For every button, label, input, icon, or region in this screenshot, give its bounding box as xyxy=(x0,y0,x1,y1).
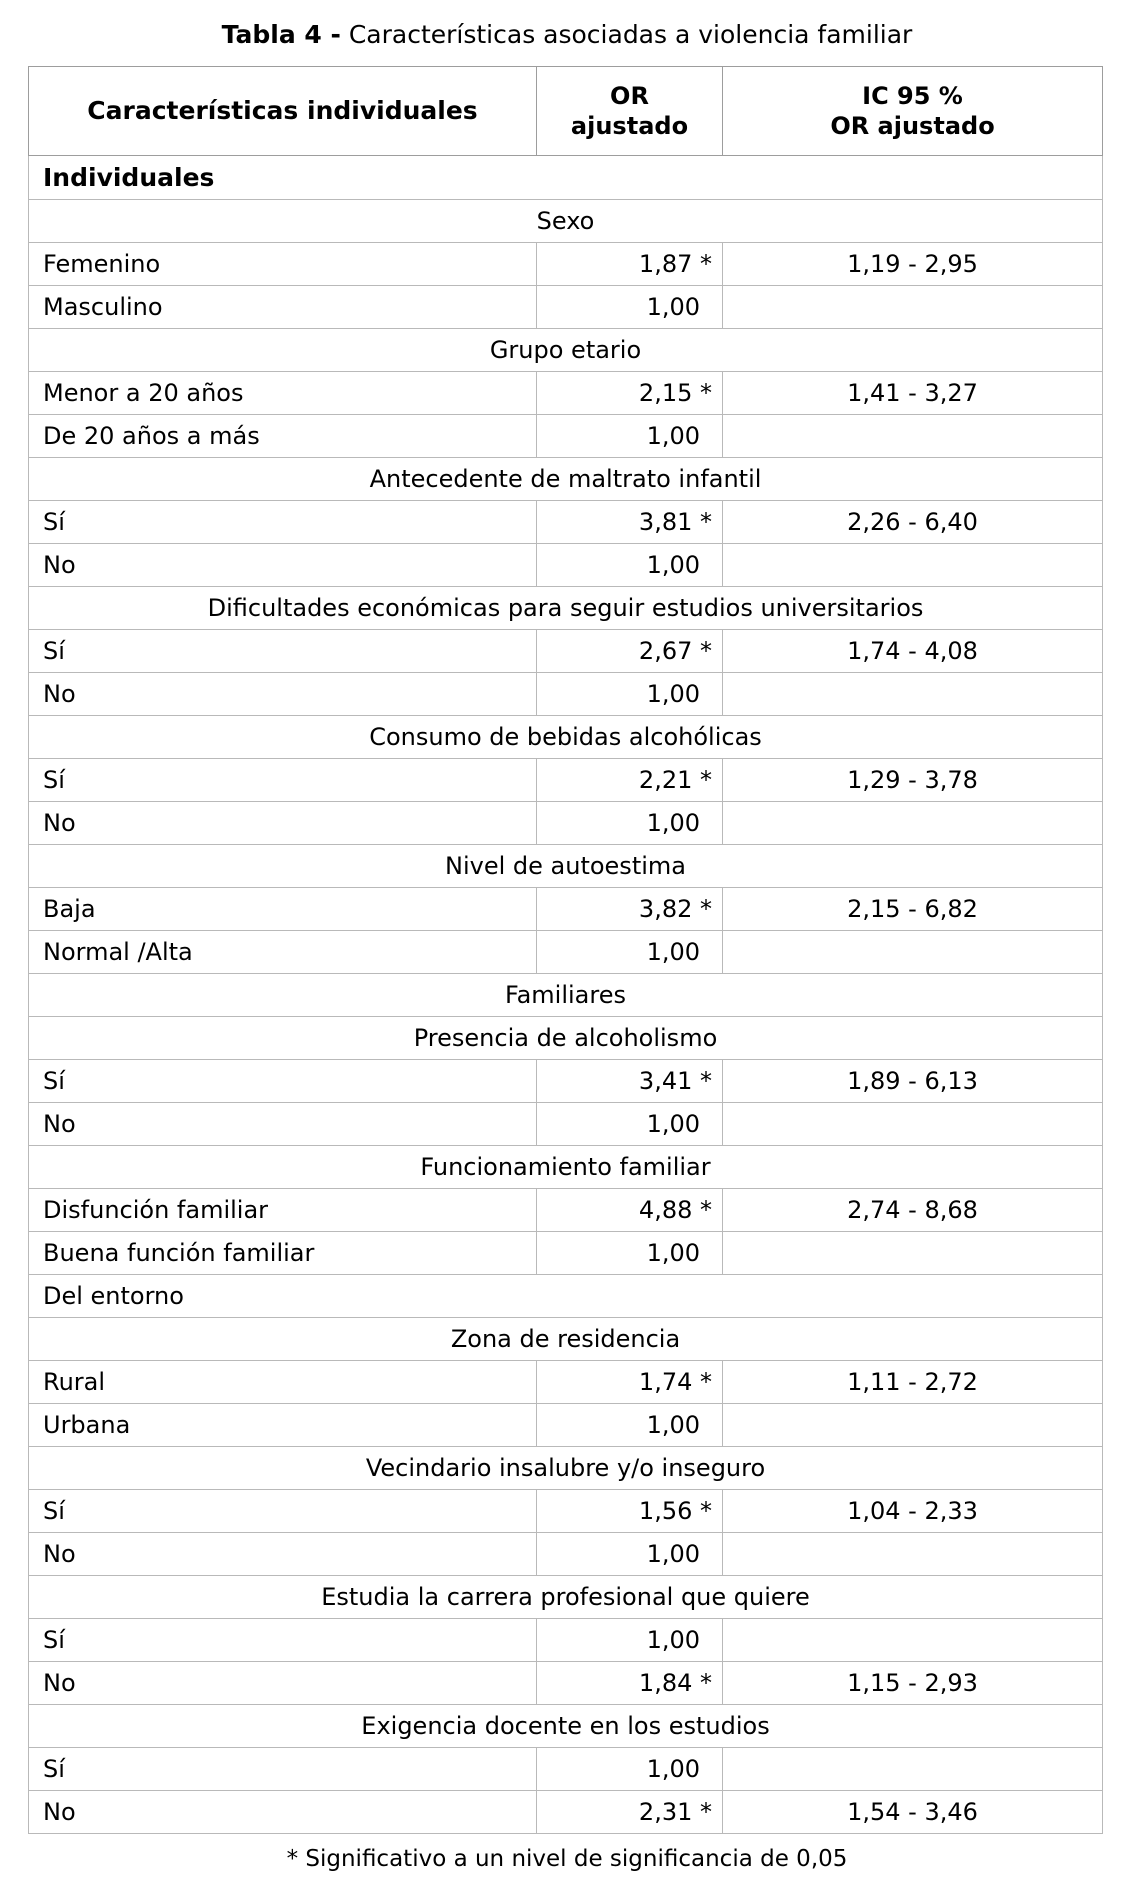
table-row xyxy=(29,1619,1103,1662)
row-ci: 1,89 - 6,13 xyxy=(723,1060,1103,1103)
row-ci xyxy=(723,286,1103,329)
header-or-adjusted xyxy=(537,67,723,156)
row-label: Menor a 20 años xyxy=(29,372,537,415)
row-or-adjusted: 4,88 * xyxy=(537,1189,723,1232)
table-row xyxy=(29,1361,1103,1404)
table-row xyxy=(29,372,1103,415)
table-group-row xyxy=(29,200,1103,243)
row-or-adjusted: 2,67 * xyxy=(537,630,723,673)
table-group-row xyxy=(29,716,1103,759)
row-label: Sí xyxy=(29,1748,537,1791)
header-or-line2: ajustado xyxy=(570,112,689,140)
row-or-adjusted: 1,56 * xyxy=(537,1490,723,1533)
row-ci xyxy=(723,1232,1103,1275)
table-group-row xyxy=(29,1447,1103,1490)
row-label: No xyxy=(29,1662,537,1705)
row-ci: 1,11 - 2,72 xyxy=(723,1361,1103,1404)
table-row xyxy=(29,1189,1103,1232)
row-label: Sí xyxy=(29,501,537,544)
table-group-row xyxy=(29,845,1103,888)
row-ci: 2,15 - 6,82 xyxy=(723,888,1103,931)
table-row xyxy=(29,1748,1103,1791)
row-or-adjusted: 1,00 xyxy=(537,673,723,716)
table-section-row xyxy=(29,156,1103,200)
row-label: No xyxy=(29,673,537,716)
row-or-adjusted: 1,00 xyxy=(537,544,723,587)
row-or-adjusted: 1,00 xyxy=(537,931,723,974)
row-ci: 1,15 - 2,93 xyxy=(723,1662,1103,1705)
group-label: Nivel de autoestima xyxy=(29,845,1103,888)
header-characteristics: Características individuales xyxy=(29,67,537,156)
table-row xyxy=(29,802,1103,845)
row-ci: 1,19 - 2,95 xyxy=(723,243,1103,286)
header-row xyxy=(29,67,1103,156)
table-row xyxy=(29,888,1103,931)
caption-label: Tabla 4 - xyxy=(221,20,341,49)
row-label: Normal /Alta xyxy=(29,931,537,974)
group-label: Sexo xyxy=(29,200,1103,243)
row-ci: 2,74 - 8,68 xyxy=(723,1189,1103,1232)
table-row xyxy=(29,630,1103,673)
row-label: Masculino xyxy=(29,286,537,329)
table-row xyxy=(29,286,1103,329)
group-label: Familiares xyxy=(29,974,1103,1017)
table-row xyxy=(29,673,1103,716)
group-label: Vecindario insalubre y/o inseguro xyxy=(29,1447,1103,1490)
row-ci: 1,54 - 3,46 xyxy=(723,1791,1103,1834)
row-or-adjusted: 1,84 * xyxy=(537,1662,723,1705)
row-or-adjusted: 1,00 xyxy=(537,1404,723,1447)
group-label: Presencia de alcoholismo xyxy=(29,1017,1103,1060)
header-ci-line1: IC 95 % xyxy=(862,82,963,110)
row-label: Sí xyxy=(29,1490,537,1533)
group-label: Grupo etario xyxy=(29,329,1103,372)
row-label: Sí xyxy=(29,759,537,802)
section-label: Del entorno xyxy=(29,1275,1103,1318)
table-group-row xyxy=(29,1146,1103,1189)
table-row xyxy=(29,1060,1103,1103)
table-row xyxy=(29,1404,1103,1447)
row-or-adjusted: 1,00 xyxy=(537,802,723,845)
row-label: Urbana xyxy=(29,1404,537,1447)
group-label: Antecedente de maltrato infantil xyxy=(29,458,1103,501)
row-label: Sí xyxy=(29,630,537,673)
table-caption xyxy=(28,20,1106,50)
header-ci-line2: OR ajustado xyxy=(830,112,995,140)
row-label: No xyxy=(29,802,537,845)
row-label: No xyxy=(29,544,537,587)
table-group-row xyxy=(29,329,1103,372)
caption-text: Características asociadas a violencia familiar xyxy=(348,20,913,49)
table-row xyxy=(29,415,1103,458)
table-row xyxy=(29,544,1103,587)
table-section-row xyxy=(29,1275,1103,1318)
table-row xyxy=(29,1662,1103,1705)
group-label: Zona de residencia xyxy=(29,1318,1103,1361)
row-label: De 20 años a más xyxy=(29,415,537,458)
table-row xyxy=(29,1533,1103,1576)
row-or-adjusted: 1,00 xyxy=(537,1232,723,1275)
row-ci xyxy=(723,931,1103,974)
row-label: Sí xyxy=(29,1619,537,1662)
row-ci: 1,04 - 2,33 xyxy=(723,1490,1103,1533)
table-row xyxy=(29,931,1103,974)
row-or-adjusted: 1,00 xyxy=(537,1748,723,1791)
row-ci: 1,41 - 3,27 xyxy=(723,372,1103,415)
row-label: Sí xyxy=(29,1060,537,1103)
row-ci xyxy=(723,1404,1103,1447)
table-row xyxy=(29,1103,1103,1146)
results-table xyxy=(28,66,1103,1834)
section-label: Individuales xyxy=(29,156,1103,200)
header-ci xyxy=(723,67,1103,156)
table-group-row xyxy=(29,587,1103,630)
table-header xyxy=(29,67,1103,156)
header-or-line1: OR xyxy=(610,82,649,110)
row-ci: 1,74 - 4,08 xyxy=(723,630,1103,673)
row-or-adjusted: 1,00 xyxy=(537,1103,723,1146)
table-footnote: * Significativo a un nivel de significancia de 0,05 xyxy=(286,1846,848,1873)
table-group-row xyxy=(29,458,1103,501)
row-ci xyxy=(723,544,1103,587)
row-or-adjusted: 2,21 * xyxy=(537,759,723,802)
row-or-adjusted: 3,82 * xyxy=(537,888,723,931)
row-label: Buena función familiar xyxy=(29,1232,537,1275)
group-label: Dificultades económicas para seguir estudios universitarios xyxy=(29,587,1103,630)
row-or-adjusted: 1,00 xyxy=(537,1619,723,1662)
group-label: Estudia la carrera profesional que quiere xyxy=(29,1576,1103,1619)
group-label: Exigencia docente en los estudios xyxy=(29,1705,1103,1748)
row-or-adjusted: 1,00 xyxy=(537,1533,723,1576)
table-row xyxy=(29,1232,1103,1275)
row-ci xyxy=(723,1103,1103,1146)
row-or-adjusted: 1,74 * xyxy=(537,1361,723,1404)
row-label: No xyxy=(29,1791,537,1834)
row-label: Femenino xyxy=(29,243,537,286)
group-label: Funcionamiento familiar xyxy=(29,1146,1103,1189)
row-label: Disfunción familiar xyxy=(29,1189,537,1232)
row-or-adjusted: 1,00 xyxy=(537,415,723,458)
table-group-row xyxy=(29,1705,1103,1748)
table-group-row xyxy=(29,1318,1103,1361)
row-ci xyxy=(723,1619,1103,1662)
row-ci xyxy=(723,802,1103,845)
row-ci: 2,26 - 6,40 xyxy=(723,501,1103,544)
row-ci xyxy=(723,673,1103,716)
row-label: No xyxy=(29,1533,537,1576)
table-group-row xyxy=(29,974,1103,1017)
row-ci xyxy=(723,1533,1103,1576)
row-or-adjusted: 3,41 * xyxy=(537,1060,723,1103)
table-row xyxy=(29,243,1103,286)
table-body xyxy=(29,156,1103,1834)
row-or-adjusted: 1,00 xyxy=(537,286,723,329)
table-row xyxy=(29,1490,1103,1533)
row-ci xyxy=(723,415,1103,458)
row-or-adjusted: 2,31 * xyxy=(537,1791,723,1834)
group-label: Consumo de bebidas alcohólicas xyxy=(29,716,1103,759)
row-or-adjusted: 3,81 * xyxy=(537,501,723,544)
row-or-adjusted: 1,87 * xyxy=(537,243,723,286)
row-label: No xyxy=(29,1103,537,1146)
table-row xyxy=(29,501,1103,544)
row-label: Rural xyxy=(29,1361,537,1404)
table-row xyxy=(29,1791,1103,1834)
table-row xyxy=(29,759,1103,802)
row-label: Baja xyxy=(29,888,537,931)
row-or-adjusted: 2,15 * xyxy=(537,372,723,415)
row-ci xyxy=(723,1748,1103,1791)
table-group-row xyxy=(29,1017,1103,1060)
table-group-row xyxy=(29,1576,1103,1619)
row-ci: 1,29 - 3,78 xyxy=(723,759,1103,802)
